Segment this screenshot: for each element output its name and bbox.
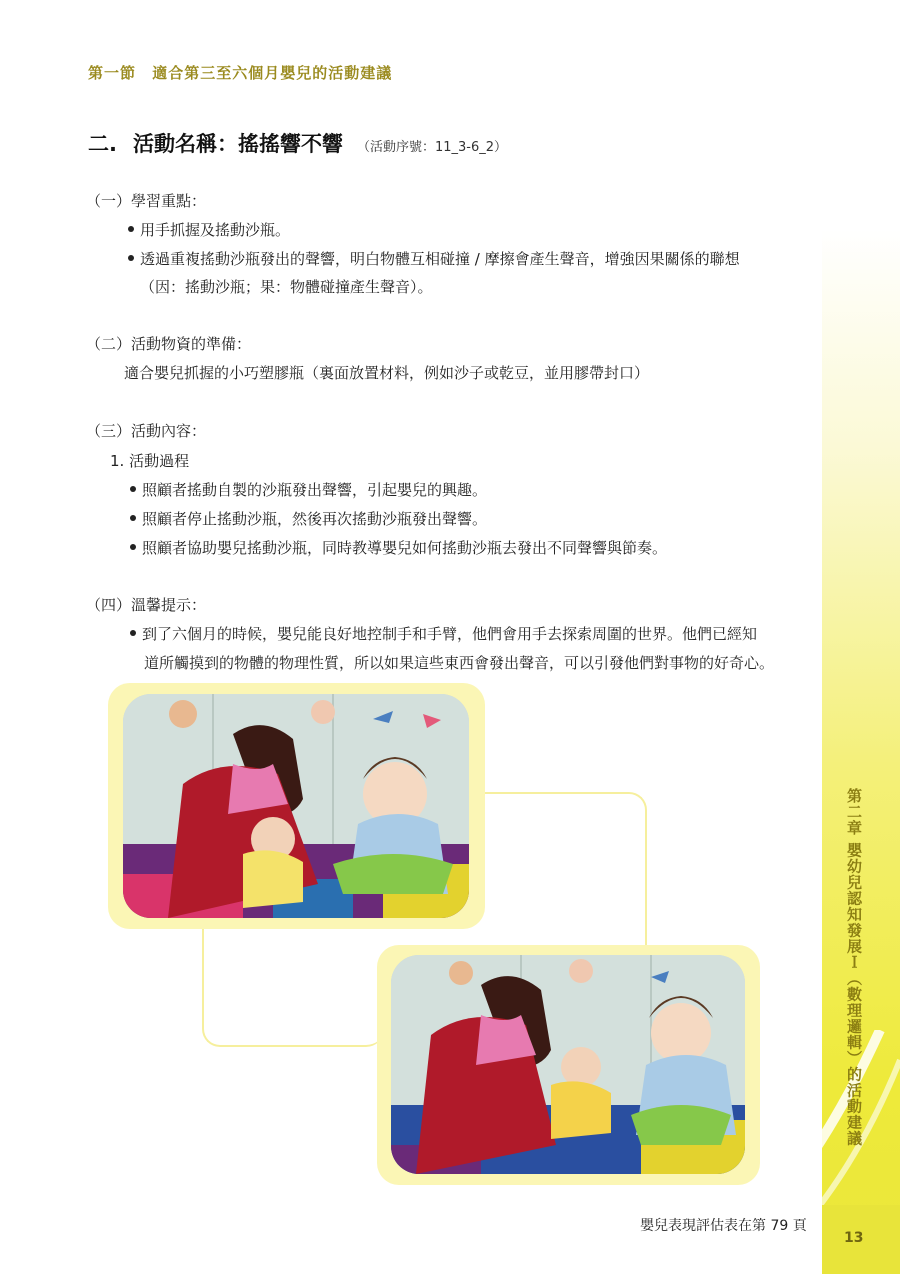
bullet-dot — [130, 630, 136, 636]
activity-photo-1-illustration — [123, 694, 469, 918]
decorative-curve — [760, 1030, 900, 1230]
materials-heading: （二）活動物資的準備： — [86, 335, 252, 353]
bullet-dot — [130, 486, 136, 492]
page-number: 13 — [844, 1230, 864, 1246]
activity-number: 二. — [88, 132, 117, 156]
bullet-dot — [130, 515, 136, 521]
content-bullet-text: 照顧者搖動自製的沙瓶發出聲響，引起嬰兒的興趣。 — [142, 481, 488, 499]
assessment-reference: 嬰兒表現評估表在第 79 頁 — [640, 1218, 807, 1234]
section-header — [88, 62, 392, 83]
activity-photo-2 — [391, 955, 745, 1174]
activity-name: 活動名稱：搖搖響不響 — [132, 132, 343, 156]
tips-heading: （四）溫馨提示： — [86, 596, 207, 614]
content-bullet-3 — [130, 537, 667, 558]
activity-photo-1 — [123, 694, 469, 918]
learning-bullet-2-cont: （因：搖動沙瓶；果：物體碰撞產生聲音）。 — [140, 278, 433, 296]
connector-line-bottom — [202, 920, 384, 1047]
materials-text: 適合嬰兒抓握的小巧塑膠瓶（裏面放置材料，例如沙子或乾豆，並用膠帶封口） — [124, 364, 650, 382]
content-sub: 1. 活動過程 — [110, 452, 190, 470]
content-bullet-text: 照顧者協助嬰兒搖動沙瓶，同時教導嬰兒如何搖動沙瓶去發出不同聲響與節奏。 — [142, 539, 668, 557]
learning-bullet-1 — [128, 219, 290, 240]
learning-bullet-2 — [128, 248, 740, 269]
bullet-dot — [130, 544, 136, 550]
section-title: 適合第三至六個月嬰兒的活動建議 — [152, 64, 393, 82]
activity-serial: （活動序號：11_3-6_2） — [356, 140, 508, 155]
learning-bullet-text: 透過重複搖動沙瓶發出的聲響，明白物體互相碰撞 / 摩擦會產生聲音，增強因果關係的聯想 — [140, 250, 740, 268]
learning-bullet-text: 用手抓握及搖動沙瓶。 — [140, 221, 291, 239]
activity-photo-2-illustration — [391, 955, 745, 1174]
content-bullet-1 — [130, 479, 487, 500]
bullet-dot — [128, 255, 134, 261]
section-number: 第一節 — [88, 64, 137, 82]
learning-heading: （一）學習重點： — [86, 192, 207, 210]
tips-bullet-text: 到了六個月的時候，嬰兒能良好地控制手和手臂，他們會用手去探索周圍的世界。他們已經知 — [142, 625, 758, 643]
connector-line-top — [480, 792, 647, 964]
tips-bullet-1 — [130, 623, 757, 644]
content-bullet-text: 照顧者停止搖動沙瓶，然後再次搖動沙瓶發出聲響。 — [142, 510, 488, 528]
content-heading: （三）活動內容： — [86, 422, 207, 440]
activity-title — [88, 128, 507, 158]
chapter-side-tab: 第二章 嬰幼兒認知發展Ｉ（數理邏輯）的活動建議 — [845, 788, 863, 1147]
content-bullet-2 — [130, 508, 487, 529]
bullet-dot — [128, 226, 134, 232]
tips-bullet-1-cont: 道所觸摸到的物體的物理性質，所以如果這些東西會發出聲音，可以引發他們對事物的好奇心。 — [144, 654, 775, 672]
